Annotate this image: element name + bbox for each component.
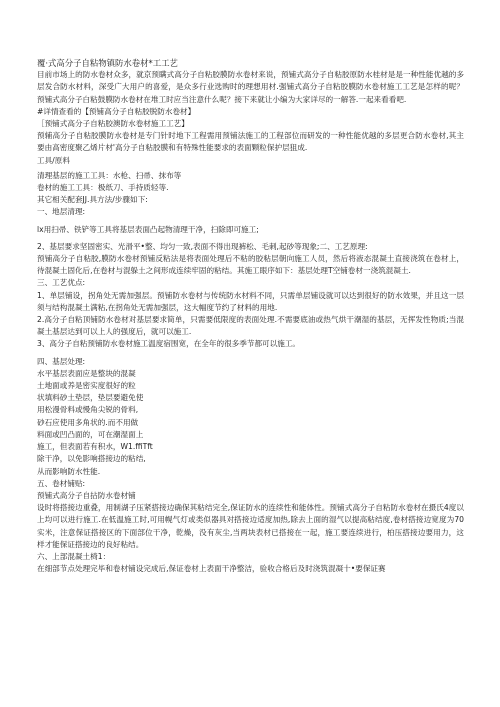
membrane-laying-text: 设时将搭接边重叠，用制湖子压紧搭接边确保其粘结完全,保证防水的连续性和能体性。预铺式高分子自粘防水卷材在摄氏4度以上均可以进行施工.在低温施工时,可用幌气灯或类似器具对搭接边适度加热,除去上面的湿气以提高粘结度,卷材搭接边宽度为70实米，注意保证搭接区的下面部位干净，乾燥，没有灰尘,当两块表材已搭接在一起，施工要连续进行，柏压搭接边要用力，这样才能保证搭接边的良好粘结。 xyxy=(37,503,464,549)
base-line: 料面或凹凸面的，可在潮湿面上 xyxy=(37,429,144,439)
detail-tag-link[interactable]: #详情查看的【预铺高分子自粘胶脱防水卷材】 xyxy=(37,106,196,116)
tools-item-membrane: 卷材的施工工具：极纸刀、手持质轻等. xyxy=(37,183,169,193)
base-line: 除干净，以免影响搭接边的粘结, xyxy=(37,454,146,464)
section-6-heading: 六、上部混凝土椅1： xyxy=(37,551,111,561)
base-line: 用松漫骨料或慢角尖锐的骨料, xyxy=(37,405,139,415)
base-line: 从而影响防水性能. xyxy=(37,466,101,476)
product-description: 预辅高分子自粘胶膜防水卷材是专门针时地下工程需用预铺法施工的工程部位而研发的一种性能优越的多层更合防水卷材,其主要由高密度聚乙烯片材'高分子自粘胶膜和有特殊性能要求的表面颗粒保护层狙成. xyxy=(37,131,464,153)
intro-paragraph: 目前市场上的防水卷材众多，就京预瞒式高分子自粘胶膜防水卷材来说，预铺式高分子自粘胶原防水桂材是是一种性能优越的多层发合防水材料，深受广大用户的喜爱，是众多行业选购时的理想用材.强铺式高分子自粘胶膜防水卷材施工工艺是怎样的呢？预铺式高分子白粘鼓膜防水卷材在堆工时应当注意什么呢？接下来就让小编为大家详尽的一解答.一起来看看吧. xyxy=(37,70,464,104)
base-line: 水平基层表面应是整块的混凝 xyxy=(37,368,136,378)
section-1-text: lx用扫帚、铁铲等工具将基层表面凸起物清理干净，扫除即可施工; xyxy=(37,224,259,234)
section-4-heading: 四、基层处理: xyxy=(37,356,86,366)
section-2-text: 2、基层要求坚固密实、光滑平•整、均匀一致,表面不得出现裤松、毛刺,起砂等现象;二、工艺原理: xyxy=(37,241,368,251)
base-line: 状填料砂土垫层，垫层要避免使 xyxy=(37,393,144,403)
method-intro: 其它相关配套JJ.具方法/步骤如下: xyxy=(37,195,148,205)
section-5-heading: 五、卷材铺贴: xyxy=(37,478,86,488)
section-3-heading: 三、工艺优点: xyxy=(37,278,86,288)
document-title: 覆·式高分子自粘物镇防水卷材*工工艺 xyxy=(37,58,178,68)
section-6-text: 在细部节点处理完毕和卷材铺设完成后,保证卷材上表面干净整洁，验收合格后及时浇筑混凝十•要保证赛 xyxy=(37,564,386,574)
base-line: 土地面或养是密实度很好的粒 xyxy=(37,381,136,391)
section-1-heading: 一、地层清理: xyxy=(37,207,86,217)
section-tag: ［预铺式高分子自粘胶澳防水卷材施工工艺】 xyxy=(37,119,189,129)
tools-heading: 工具/原料 xyxy=(37,155,70,165)
base-line: 施工，但表面若有积水，W1.ffiTft xyxy=(37,442,153,452)
advantage-1: 1、单层铺设，拐角处无需加强层。预铺防水卷材与传统防水材料不同，只需单层铺设就可以达到很好的防水效果，并且这一层须与结构混凝土满粘,在拐角处无需加强层，这大幅度节约了材料的用地. xyxy=(37,290,464,312)
advantage-3: 3、高分子自粘预铺防水卷材施工温度宿围宽，在全年的很多季节都可以施工。 xyxy=(37,339,301,349)
advantage-2: 2.高分子自粘顶铺防水卷材对基层要求简单，只需要低限度的表面处理.不需要底油或热气烘干潮湿的基层，无挥发性物质;当混凝土基层达到可以上人的强度后，就可以施工. xyxy=(37,315,464,337)
tools-item-cleaning: 清理基层的施工工具：水枪、扫帚、抹布等 xyxy=(37,170,182,180)
base-treatment-lines xyxy=(37,368,464,478)
section-5-subheading: 预铺式高分子自拈防水卷材铺 xyxy=(37,490,136,500)
base-line: 砂石应使用多角状的.而不用做 xyxy=(37,417,139,427)
process-principle: 预铺高分子自粘胶,膜防水卷材预铺反粘法是将表面处理后不粘的胶粘层朝向施工人员，然后将液态混凝土直接浇筑在卷材上，待混凝土固化后,在卷材与混躲土之间形成连续牢固的粘结。其施工眼序如下：基层处理T空铺卷材一浇筑混凝土. xyxy=(37,254,464,276)
